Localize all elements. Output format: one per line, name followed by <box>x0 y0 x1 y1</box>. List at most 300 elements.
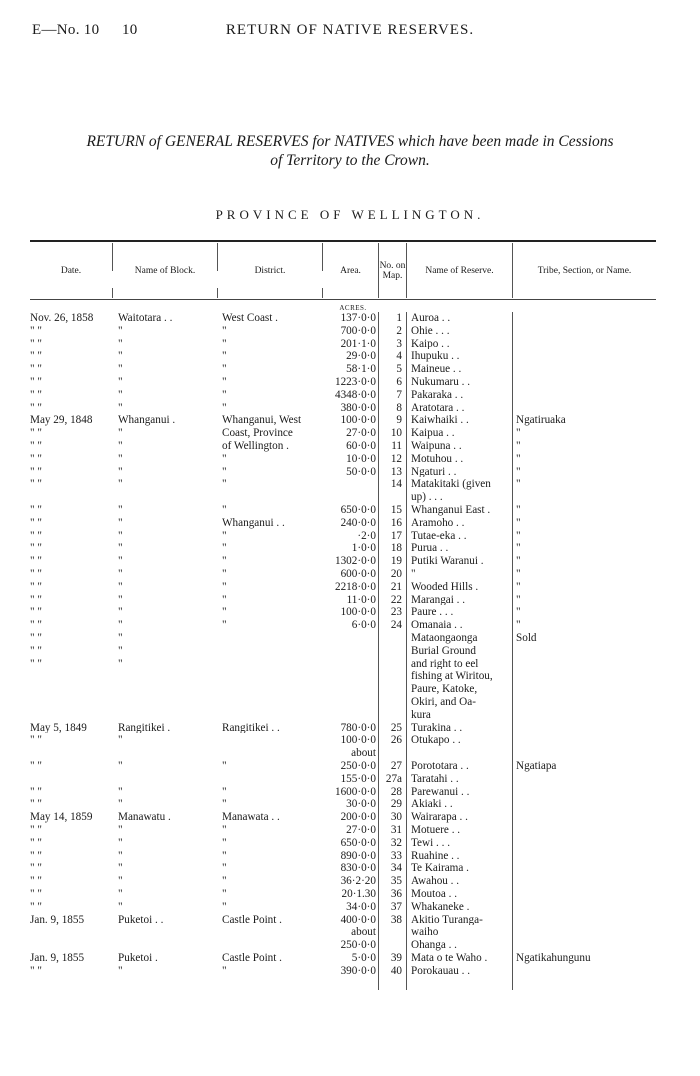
district-cell: " <box>222 581 227 593</box>
district-cell: " <box>222 876 227 887</box>
block-cell: " <box>118 876 123 887</box>
district-cell: " <box>222 364 227 375</box>
area-cell: 380·0·0 <box>340 402 376 414</box>
tribe-cell: " <box>516 479 521 491</box>
district-cell: " <box>222 786 227 798</box>
map-number-cell: 16 <box>390 517 402 529</box>
column-header-date: Date. <box>60 266 82 276</box>
area-cell: 830·0·0 <box>340 863 376 875</box>
date-cell: " " <box>30 658 42 670</box>
block-cell: Puketoi . . <box>118 914 164 926</box>
tribe-cell: Sold <box>516 633 537 644</box>
block-cell: " <box>118 594 123 606</box>
district-cell: " <box>222 594 227 606</box>
reserve-name-cell: Whakaneke . <box>411 901 470 913</box>
district-cell: " <box>222 351 227 363</box>
area-cell: 201·1·0 <box>340 338 376 350</box>
reserve-name-cell: Ihupuku . . <box>411 351 460 363</box>
reserve-name-cell: Paure, Katoke, <box>411 684 478 695</box>
date-cell: May 29, 1848 <box>30 415 93 427</box>
map-number-cell: 34 <box>390 863 402 875</box>
area-cell: 2218·0·0 <box>334 581 376 593</box>
column-header-block: Name of Block. <box>134 266 196 276</box>
map-number-cell: 11 <box>391 441 402 452</box>
reserve-name-cell: Matakitaki (given <box>411 479 491 491</box>
area-cell: 400·0·0 <box>340 914 376 926</box>
block-cell: " <box>118 633 123 644</box>
date-cell: " " <box>30 876 42 887</box>
area-cell: 100·0·0 <box>340 735 376 747</box>
district-cell: " <box>222 761 227 772</box>
district-cell: " <box>222 837 227 849</box>
block-cell: " <box>118 479 123 491</box>
block-cell: " <box>118 837 123 849</box>
map-number-cell: 7 <box>396 389 402 401</box>
document-reference: E—No. 10 <box>32 22 100 38</box>
reserve-name-cell: fishing at Wiritou, <box>411 671 493 683</box>
block-cell: " <box>118 453 123 465</box>
district-cell: of Wellington . <box>222 441 289 452</box>
block-cell: " <box>118 761 123 772</box>
column-rule <box>378 312 379 990</box>
tribe-cell: " <box>516 428 521 439</box>
date-cell: " " <box>30 569 42 580</box>
tribe-cell: " <box>516 607 521 619</box>
reserve-name-cell: Pakaraka . . <box>411 389 464 401</box>
block-cell: Whanganui . <box>118 415 176 427</box>
reserve-name-cell: Whanganui East . <box>411 505 491 516</box>
district-cell: " <box>222 901 227 913</box>
date-cell: " " <box>30 402 42 414</box>
date-cell: " " <box>30 889 42 900</box>
block-cell: " <box>118 351 123 363</box>
area-cell: 390·0·0 <box>340 965 376 977</box>
map-number-cell: 35 <box>390 876 402 887</box>
reserve-name-cell: Turakina . . <box>411 722 463 734</box>
map-number-cell: 14 <box>390 479 402 491</box>
date-cell: May 5, 1849 <box>30 722 87 734</box>
tribe-cell: " <box>516 466 521 478</box>
reserve-name-cell: Tewi . . . <box>411 837 450 849</box>
tribe-cell: " <box>516 517 521 529</box>
block-cell: " <box>118 517 123 529</box>
district-cell: West Coast . <box>222 313 278 324</box>
reserve-name-cell: Maineue . . <box>411 364 462 375</box>
date-cell: " " <box>30 786 42 798</box>
district-cell: Rangitikei . . <box>222 722 280 734</box>
map-number-cell: 2 <box>396 325 402 337</box>
area-cell: 1600·0·0 <box>334 786 376 798</box>
block-cell: " <box>118 377 123 388</box>
date-cell: " " <box>30 377 42 388</box>
map-number-cell: 29 <box>390 799 402 811</box>
date-cell: " " <box>30 863 42 875</box>
district-cell: " <box>222 377 227 388</box>
area-cell: 650·0·0 <box>340 837 376 849</box>
map-number-cell: 26 <box>390 735 402 747</box>
block-cell: Waitotara . . <box>118 313 173 324</box>
district-cell: " <box>222 530 227 542</box>
district-cell: " <box>222 607 227 619</box>
tribe-cell: Ngatikahungunu <box>516 953 591 964</box>
map-number-cell: 36 <box>390 889 402 900</box>
block-cell: " <box>118 863 123 875</box>
map-number-cell: 9 <box>396 415 402 427</box>
column-rule <box>512 312 513 990</box>
block-cell: " <box>118 735 123 747</box>
block-cell: " <box>118 901 123 913</box>
map-number-cell: 27a <box>385 773 402 785</box>
date-cell: " " <box>30 825 42 836</box>
block-cell: " <box>118 389 123 401</box>
reserve-name-cell: Okiri, and Oa- <box>411 697 476 708</box>
reserve-name-cell: Taratahi . . <box>411 773 459 785</box>
column-header-map-no: No. on Map. <box>379 261 406 281</box>
reserve-name-cell: " <box>411 569 416 580</box>
map-number-cell: 20 <box>390 569 402 580</box>
block-cell: " <box>118 889 123 900</box>
map-number-cell: 15 <box>390 505 402 516</box>
block-cell: " <box>118 338 123 350</box>
area-cell: 780·0·0 <box>340 722 376 734</box>
reserve-name-cell: Ruahine . . <box>411 850 460 862</box>
tribe-cell: " <box>516 569 521 580</box>
district-cell: " <box>222 325 227 337</box>
block-cell: " <box>118 543 123 555</box>
block-cell: Manawatu . <box>118 812 171 823</box>
map-number-cell: 27 <box>390 761 402 772</box>
column-header-tribe: Tribe, Section, or Name. <box>537 266 632 276</box>
district-cell: " <box>222 556 227 567</box>
map-number-cell: 13 <box>390 466 402 478</box>
map-number-cell: 23 <box>390 607 402 619</box>
block-cell: " <box>118 799 123 811</box>
area-cell: 890·0·0 <box>340 850 376 862</box>
date-cell: " " <box>30 761 42 772</box>
reserve-name-cell: Moutoa . . <box>411 889 457 900</box>
reserve-name-cell: Akitio Turanga- <box>411 914 483 926</box>
block-cell: " <box>118 569 123 580</box>
date-cell: " " <box>30 505 42 516</box>
area-cell: 30·0·0 <box>346 799 376 811</box>
map-number-cell: 10 <box>390 428 402 439</box>
map-number-cell: 25 <box>390 722 402 734</box>
date-cell: " " <box>30 389 42 401</box>
date-cell: " " <box>30 428 42 439</box>
date-cell: " " <box>30 466 42 478</box>
area-cell: 50·0·0 <box>346 466 376 478</box>
district-cell: " <box>222 620 227 631</box>
reserve-name-cell: Motuere . . <box>411 825 461 836</box>
district-cell: " <box>222 389 227 401</box>
district-cell: " <box>222 569 227 580</box>
page-number: 10 <box>122 22 138 38</box>
reserve-name-cell: Motuhou . . <box>411 453 464 465</box>
map-number-cell: 4 <box>396 351 402 363</box>
reserve-name-cell: Ngaturi . . <box>411 466 457 478</box>
block-cell: " <box>118 364 123 375</box>
area-cell: 34·0·0 <box>346 901 376 913</box>
map-number-cell: 12 <box>390 453 402 465</box>
reserve-name-cell: Burial Ground <box>411 645 476 657</box>
block-cell: " <box>118 658 123 670</box>
reserve-name-cell: Wairarapa . . <box>411 812 468 823</box>
tribe-cell: " <box>516 453 521 465</box>
document-title-line-2: of Territory to the Crown. <box>270 152 430 169</box>
reserve-name-cell: Te Kairama . <box>411 863 469 875</box>
district-cell: " <box>222 825 227 836</box>
reserve-name-cell: Paure . . . <box>411 607 454 619</box>
date-cell: " " <box>30 453 42 465</box>
area-cell: 10·0·0 <box>346 453 376 465</box>
block-cell: " <box>118 645 123 657</box>
district-cell: Whanganui . . <box>222 517 285 529</box>
reserve-name-cell: Putiki Waranui . <box>411 556 484 567</box>
date-cell: " " <box>30 850 42 862</box>
area-cell: 700·0·0 <box>340 325 376 337</box>
reserve-name-cell: Kaipua . . <box>411 428 455 439</box>
reserve-name-cell: Mataongaonga <box>411 633 478 644</box>
area-cell: 36·2·20 <box>340 876 376 887</box>
tribe-cell: " <box>516 620 521 631</box>
map-number-cell: 19 <box>390 556 402 567</box>
tribe-cell: " <box>516 543 521 555</box>
map-number-cell: 24 <box>390 620 402 631</box>
reserve-name-cell: Tutae-eka . . <box>411 530 467 542</box>
area-cell: 20·1.30 <box>341 889 376 900</box>
date-cell: Nov. 26, 1858 <box>30 313 94 324</box>
map-number-cell: 32 <box>390 837 402 849</box>
date-cell: " " <box>30 594 42 606</box>
date-cell: " " <box>30 799 42 811</box>
map-number-cell: 28 <box>390 786 402 798</box>
block-cell: " <box>118 466 123 478</box>
date-cell: " " <box>30 441 42 452</box>
document-title-line-1: RETURN of GENERAL RESERVES for NATIVES which have been made in Cessions <box>86 133 614 150</box>
date-cell: " " <box>30 607 42 619</box>
district-cell: " <box>222 402 227 414</box>
date-cell: May 14, 1859 <box>30 812 93 823</box>
province-heading: PROVINCE OF WELLINGTON. <box>215 207 485 222</box>
reserve-name-cell: and right to eel <box>411 658 479 670</box>
area-cell: 11·0·0 <box>346 594 376 606</box>
reserve-name-cell: Akiaki . . <box>411 799 453 811</box>
map-number-cell: 5 <box>396 364 402 375</box>
area-cell: about <box>351 927 376 939</box>
block-cell: " <box>118 441 123 452</box>
reserve-name-cell: Aratotara . . <box>411 402 465 414</box>
reserve-name-cell: Wooded Hills . <box>411 581 479 593</box>
tribe-cell: " <box>516 581 521 593</box>
map-number-cell: 40 <box>390 965 402 977</box>
area-cell: 100·0·0 <box>340 607 376 619</box>
map-number-cell: 37 <box>390 901 402 913</box>
date-cell: Jan. 9, 1855 <box>30 953 85 964</box>
reserve-name-cell: Waipuna . . <box>411 441 462 452</box>
reserve-name-cell: Auroa . . <box>411 313 451 324</box>
reserve-name-cell: Aramoho . . <box>411 517 465 529</box>
map-number-cell: 39 <box>390 953 402 964</box>
date-cell: " " <box>30 837 42 849</box>
area-cell: 137·0·0 <box>340 313 376 324</box>
reserve-name-cell: Parewanui . . <box>411 786 470 798</box>
reserve-name-cell: Kaipo . . <box>411 338 450 350</box>
block-cell: " <box>118 402 123 414</box>
tribe-cell: Ngatiapa <box>516 761 557 772</box>
map-number-cell: 6 <box>396 377 402 388</box>
district-cell: " <box>222 889 227 900</box>
map-number-cell: 21 <box>390 581 402 593</box>
date-cell: " " <box>30 620 42 631</box>
reserve-name-cell: Ohie . . . <box>411 325 450 337</box>
district-cell: " <box>222 466 227 478</box>
block-cell: " <box>118 965 123 977</box>
area-cell: 6·0·0 <box>351 620 376 631</box>
district-cell: " <box>222 850 227 862</box>
map-number-cell: 1 <box>396 313 402 324</box>
district-cell: " <box>222 479 227 491</box>
date-cell: " " <box>30 901 42 913</box>
district-cell: Whanganui, West <box>222 415 302 427</box>
reserve-name-cell: Ohanga . . <box>411 940 457 951</box>
district-cell: " <box>222 505 227 516</box>
block-cell: Rangitikei . <box>118 722 171 734</box>
area-cell: 200·0·0 <box>340 812 376 823</box>
date-cell: " " <box>30 517 42 529</box>
map-number-cell: 22 <box>390 594 402 606</box>
page-header <box>32 22 668 42</box>
date-cell: " " <box>30 965 42 977</box>
block-cell: " <box>118 325 123 337</box>
map-number-cell: 8 <box>396 402 402 414</box>
date-cell: Jan. 9, 1855 <box>30 914 85 926</box>
date-cell: " " <box>30 543 42 555</box>
column-header-district: District. <box>254 266 286 276</box>
map-number-cell: 38 <box>390 914 402 926</box>
area-cell: 58·1·0 <box>346 364 376 375</box>
reserve-name-cell: Purua . . <box>411 543 449 555</box>
map-number-cell: 17 <box>390 530 402 542</box>
district-cell: " <box>222 338 227 350</box>
column-header-area: Area. <box>340 266 361 276</box>
map-number-cell: 18 <box>390 543 402 555</box>
map-number-cell: 33 <box>390 850 402 862</box>
area-cell: about <box>351 748 376 759</box>
district-cell: " <box>222 543 227 555</box>
date-cell: " " <box>30 530 42 542</box>
date-cell: " " <box>30 735 42 747</box>
date-cell: " " <box>30 556 42 567</box>
table-top-rule <box>30 240 656 242</box>
reserve-name-cell: Mata o te Waho . <box>411 953 488 964</box>
district-cell: " <box>222 965 227 977</box>
block-cell: " <box>118 825 123 836</box>
reserve-name-cell: waiho <box>411 927 439 939</box>
date-cell: " " <box>30 351 42 363</box>
column-header-reserve: Name of Reserve. <box>425 266 494 276</box>
map-number-cell: 31 <box>390 825 402 836</box>
running-title: RETURN OF NATIVE RESERVES. <box>225 22 475 38</box>
date-cell: " " <box>30 479 42 491</box>
area-cell: 60·0·0 <box>346 441 376 452</box>
block-cell: Puketoi . <box>118 953 158 964</box>
area-cell: 155·0·0 <box>340 773 376 785</box>
date-cell: " " <box>30 645 42 657</box>
reserve-name-cell: Porokauau . . <box>411 965 471 977</box>
area-unit-label: ACRES. <box>339 304 367 312</box>
document-title <box>30 132 670 170</box>
area-cell: 27·0·0 <box>346 428 376 439</box>
map-number-cell: 30 <box>390 812 402 823</box>
column-rule <box>406 312 407 990</box>
block-cell: " <box>118 556 123 567</box>
date-cell: " " <box>30 325 42 337</box>
area-cell: 1302·0·0 <box>334 556 376 567</box>
tribe-cell: " <box>516 441 521 452</box>
area-cell: 240·0·0 <box>340 517 376 529</box>
area-cell: 250·0·0 <box>340 940 376 951</box>
date-cell: " " <box>30 338 42 350</box>
district-cell: " <box>222 799 227 811</box>
block-cell: " <box>118 428 123 439</box>
block-cell: " <box>118 620 123 631</box>
area-cell: 1·0·0 <box>351 543 376 555</box>
block-cell: " <box>118 786 123 798</box>
area-cell: 1223·0·0 <box>334 377 376 388</box>
header-bottom-rule <box>30 299 656 300</box>
district-cell: " <box>222 863 227 875</box>
reserve-name-cell: Nukumaru . . <box>411 377 471 388</box>
area-cell: 650·0·0 <box>340 505 376 516</box>
block-cell: " <box>118 530 123 542</box>
district-cell: " <box>222 453 227 465</box>
reserve-name-cell: Kaiwhaiki . . <box>411 415 469 427</box>
date-cell: " " <box>30 633 42 644</box>
tribe-cell: Ngatiruaka <box>516 415 566 427</box>
area-cell: 600·0·0 <box>340 569 376 580</box>
area-cell: 29·0·0 <box>346 351 376 363</box>
tribe-cell: " <box>516 505 521 516</box>
block-cell: " <box>118 505 123 516</box>
tribe-cell: " <box>516 594 521 606</box>
tribe-cell: " <box>516 530 521 542</box>
date-cell: " " <box>30 364 42 375</box>
area-cell: 5·0·0 <box>351 953 376 964</box>
reserve-name-cell: Porototara . . <box>411 761 469 772</box>
date-cell: " " <box>30 581 42 593</box>
reserve-name-cell: kura <box>411 709 431 721</box>
area-cell: ·2·0 <box>357 530 376 542</box>
reserve-name-cell: up) . . . <box>411 492 443 503</box>
area-cell: 100·0·0 <box>340 415 376 427</box>
map-number-cell: 3 <box>396 338 402 350</box>
block-cell: " <box>118 850 123 862</box>
reserve-name-cell: Omanaia . . <box>411 620 463 631</box>
district-cell: Coast, Province <box>222 428 293 439</box>
tribe-cell: " <box>516 556 521 567</box>
district-cell: Castle Point . <box>222 914 282 926</box>
district-cell: Manawata . . <box>222 812 280 823</box>
area-cell: 250·0·0 <box>340 761 376 772</box>
block-cell: " <box>118 607 123 619</box>
block-cell: " <box>118 581 123 593</box>
reserve-name-cell: Marangai . . <box>411 594 466 606</box>
district-cell: Castle Point . <box>222 953 282 964</box>
area-cell: 27·0·0 <box>346 825 376 836</box>
reserve-name-cell: Awahou . . <box>411 876 460 887</box>
reserve-name-cell: Otukapo . . <box>411 735 461 747</box>
area-cell: 4348·0·0 <box>334 389 376 401</box>
